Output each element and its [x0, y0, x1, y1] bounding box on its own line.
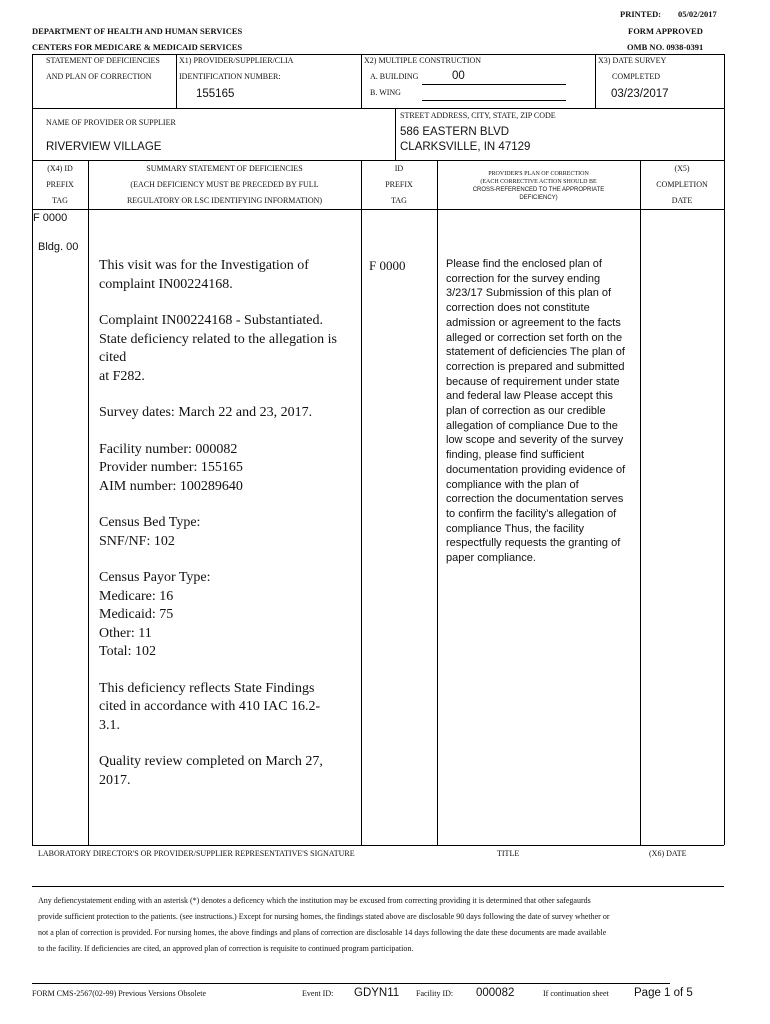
omb-number: OMB NO. 0938-0391	[627, 42, 704, 52]
event-id-label: Event ID:	[302, 989, 334, 998]
x3-label-2: COMPLETED	[612, 72, 660, 81]
provider-name-value: RIVERVIEW VILLAGE	[46, 141, 162, 153]
summary-paragraph: Complaint IN00224168 - Substantiated. State deficiency related to the allegation is cited at F282.	[99, 313, 337, 384]
id-header-3: TAG	[391, 196, 407, 205]
title-label: TITLE	[497, 849, 520, 858]
plan-of-correction-text: Please find the enclosed plan of correction for the survey ending 3/23/17 Submission of this plan of correction does not constitute admission or agreement to the facts alleged or correction set forth on the statement of deficiencies The plan of correction is prepared and submitted because of requirement under state and federal law Please accept this plan of correction as our credible allegation of compliance Due to the low scope and severity of the survey finding, please find sufficient documentation providing evidence of compliance with the plan of correction the documentation serves to confirm the facility's allegation of compliance Thus, the facility respectfully requests the granting of paper compliance.	[446, 258, 626, 565]
disclaimer-text: Any defiencystatement ending with an asterisk (*) denotes a deficency which the institution may be excused from correcting providing it is determined that other safegaurds provide sufficient protection to the patients. (see instructions.) Except for nursing homes, the findings stated above are disclosable 90 days following the date of survey whether or not a plan of correction is provided. For nursing homes, the above findings and plans of correction are disclosable 14 days following the date these documents are made available to the facility. If deficiencies are cited, an approved plan of correction is requisite to continued program participation.	[38, 896, 610, 953]
facility-id-label: Facility ID:	[416, 989, 454, 998]
signature-label: LABORATORY DIRECTOR'S OR PROVIDER/SUPPLIER REPRESENTATIVE'S SIGNATURE	[38, 849, 355, 858]
facility-id-value: 000082	[476, 987, 515, 999]
address-line-2: CLARKSVILLE, IN 47129	[400, 141, 531, 153]
x4-header-3: TAG	[52, 196, 68, 205]
date-label: (X6) DATE	[649, 849, 687, 858]
x4-header-2: PREFIX	[46, 180, 74, 189]
printed-date: 05/02/2017	[678, 9, 717, 19]
continuation-label: If continuation sheet	[543, 989, 609, 998]
address-line-1: 586 EASTERN BLVD	[400, 126, 510, 138]
form-number: FORM CMS-2567(02-99) Previous Versions Obsolete	[32, 989, 207, 998]
plan-header-1: PROVIDER'S PLAN OF CORRECTION	[488, 171, 589, 177]
summary-statement	[99, 257, 339, 808]
id-header-1: ID	[394, 164, 404, 173]
summary-header-1: SUMMARY STATEMENT OF DEFICIENCIES	[146, 164, 303, 173]
x3-label-1: X3) DATE SURVEY	[598, 56, 667, 65]
page-number: Page 1 of 5	[634, 987, 693, 999]
x5-header-3: DATE	[671, 196, 693, 205]
x2-label: X2) MULTIPLE CONSTRUCTION	[364, 56, 482, 65]
right-tag: F 0000	[369, 258, 406, 273]
building-value: 00	[452, 70, 465, 82]
left-tag: F 0000	[33, 212, 68, 224]
statement-label-2: AND PLAN OF CORRECTION	[46, 72, 152, 81]
plan-header-4: DEFICIENCY)	[519, 195, 558, 201]
summary-paragraph: Quality review completed on March 27, 2017.	[99, 754, 323, 788]
summary-paragraph: Facility number: 000082 Provider number: 155165 AIM number: 100289640	[99, 441, 243, 494]
summary-paragraph: Survey dates: March 22 and 23, 2017.	[99, 405, 313, 420]
summary-paragraph: This visit was for the Investigation of complaint IN00224168.	[99, 258, 309, 292]
id-header-2: PREFIX	[385, 180, 413, 189]
summary-paragraph: Census Payor Type: Medicare: 16 Medicaid: 75 Other: 11 Total: 102	[99, 570, 211, 659]
centers-title: CENTERS FOR MEDICARE & MEDICAID SERVICES	[32, 42, 243, 52]
summary-paragraph: This deficiency reflects State Findings cited in accordance with 410 IAC 16.2-3.1.	[99, 680, 321, 733]
x1-label-2: IDENTIFICATION NUMBER:	[179, 72, 281, 81]
provider-id-value: 155165	[196, 88, 235, 100]
provider-name-label: NAME OF PROVIDER OR SUPPLIER	[46, 118, 176, 127]
summary-paragraph: Census Bed Type: SNF/NF: 102	[99, 515, 201, 549]
x4-header-1: (X4) ID	[47, 164, 73, 173]
x5-header-1: (X5)	[674, 164, 690, 173]
department-title: DEPARTMENT OF HEALTH AND HUMAN SERVICES	[32, 26, 243, 36]
printed-label: PRINTED:	[620, 9, 662, 19]
event-id-value: GDYN11	[354, 987, 400, 999]
x1-label-1: X1) PROVIDER/SUPPLIER/CLIA	[179, 56, 294, 65]
x5-header-2: COMPLETION	[656, 180, 708, 189]
wing-label: B. WING	[370, 88, 401, 97]
statement-label-1: STATEMENT OF DEFICIENCIES	[46, 56, 160, 65]
plan-header-2: (EACH CORRECTIVE ACTION SHOULD BE	[480, 179, 597, 185]
building-tag: Bldg. 00	[38, 241, 79, 253]
building-label: A. BUILDING	[370, 72, 419, 81]
address-label: STREET ADDRESS, CITY, STATE, ZIP CODE	[400, 111, 556, 120]
summary-header-3: REGULATORY OR LSC IDENTIFYING INFORMATION)	[126, 196, 323, 205]
plan-header-3: CROSS-REFERENCED TO THE APPROPRIATE	[472, 187, 605, 193]
survey-date-value: 03/23/2017	[611, 88, 669, 100]
form-approved: FORM APPROVED	[628, 26, 703, 36]
summary-header-2: (EACH DEFICIENCY MUST BE PRECEDED BY FULL	[130, 180, 319, 189]
